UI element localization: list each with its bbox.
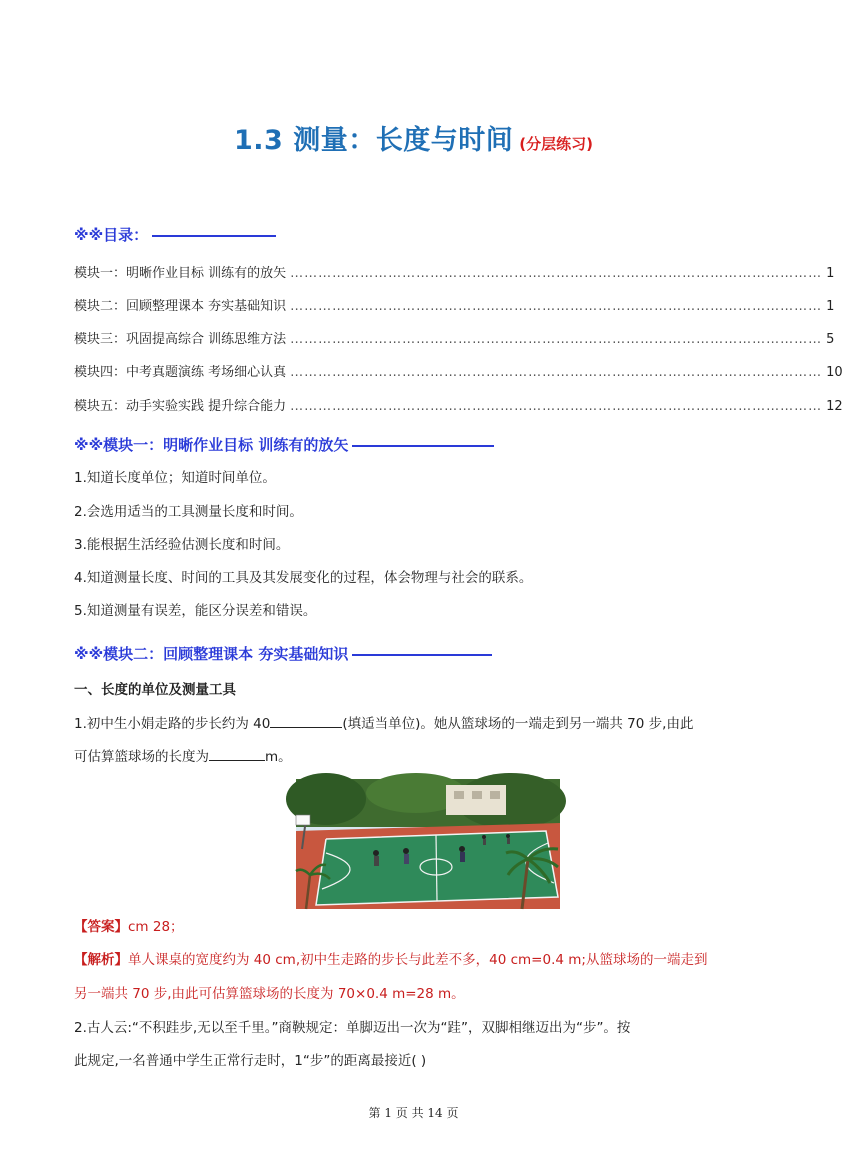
toc-item-page: 5 [826,332,835,347]
toc-heading-text: ※※目录： [74,226,149,244]
q1-part2: (填适当单位)。她从篮球场的一端走到另一端共 70 步,由此 [342,716,694,732]
toc-dots: …………………………………………………………………………………………………… [290,332,823,347]
module1-goal-5: 5.知道测量有误差，能区分误差和错误。 [74,603,317,619]
toc-item-label: 模块三：巩固提高综合 训练思维方法 [74,332,287,347]
toc-item-1[interactable] [74,262,835,281]
toc-item-4[interactable] [74,361,843,380]
question-2-line-1: 2.古人云:“不积跬步,无以至千里。”商鞅规定：单脚迈出一次为“跬”，双脚相继迈出为“步”。按 [74,1020,631,1036]
answer-line [74,911,754,943]
question-2-line-2: 此规定,一名普通中学生正常行走时，1“步”的距离最接近( ) [74,1053,427,1069]
answer-text: cm 28； [128,919,184,935]
module2-heading-rule [352,654,492,656]
basketball-court-photo [296,779,560,909]
module1-goal-1: 1.知道长度单位；知道时间单位。 [74,470,276,486]
module1-heading-text: ※※模块一：明晰作业目标 训练有的放矢 [74,436,349,454]
basketball-court-image [296,779,560,909]
answer-label: 【答案】 [74,919,128,935]
title-main: 1.3 测量：长度与时间 [234,125,514,156]
module1-goal-4: 4.知道测量长度、时间的工具及其发展变化的过程，体会物理与社会的联系。 [74,570,533,586]
analysis-label: 【解析】 [74,952,128,968]
toc-item-3[interactable] [74,328,835,347]
module2-heading-text: ※※模块二：回顾整理课本 夯实基础知识 [74,645,349,663]
q1-part1: 1.初中生小娟走路的步长约为 40 [74,716,271,732]
toc-item-5[interactable] [74,395,843,414]
toc-item-page: 1 [826,266,835,281]
analysis-line-2: 另一端共 70 步,由此可估算篮球场的长度为 70×0.4 m=28 m。 [74,986,465,1002]
page-footer: 第 1 页 共 14 页 [368,1106,459,1120]
analysis-line-1 [74,944,754,976]
module2-heading [74,643,492,664]
toc-dots: …………………………………………………………………………………………………… [290,399,823,414]
toc-item-label: 模块二：回顾整理课本 夯实基础知识 [74,299,287,314]
toc-heading-rule [152,235,276,237]
question-1-line-2 [74,741,754,773]
toc-item-page: 1 [826,299,835,314]
module1-goal-2: 2.会选用适当的工具测量长度和时间。 [74,504,303,520]
toc-heading [74,224,276,245]
module1-heading-rule [352,445,494,447]
q1-part4: m。 [265,749,292,765]
q1-part3: 可估算篮球场的长度为 [74,749,209,765]
toc-dots: …………………………………………………………………………………………………… [290,299,823,314]
toc-dots: …………………………………………………………………………………………………… [290,365,823,380]
toc-item-label: 模块四：中考真题演练 考场细心认真 [74,365,287,380]
question-1-line-1 [74,708,754,740]
toc-item-page: 12 [826,399,843,414]
toc-dots: …………………………………………………………………………………………………… [290,266,823,281]
section-1-heading: 一、长度的单位及测量工具 [74,682,236,698]
module1-heading [74,434,494,455]
q1-blank-2[interactable] [209,746,265,761]
toc-item-label: 模块一：明晰作业目标 训练有的放矢 [74,266,287,281]
page-title [0,118,827,157]
toc-item-label: 模块五：动手实验实践 提升综合能力 [74,399,287,414]
q1-blank-1[interactable] [270,713,342,728]
title-sub: (分层练习) [519,135,593,153]
toc-item-page: 10 [826,365,843,380]
analysis-text-1: 单人课桌的宽度约为 40 cm,初中生走路的步长与此差不多，40 cm=0.4 m;从篮球场的一端走到 [128,952,708,968]
module1-goal-3: 3.能根据生活经验估测长度和时间。 [74,537,290,553]
toc-item-2[interactable] [74,295,835,314]
